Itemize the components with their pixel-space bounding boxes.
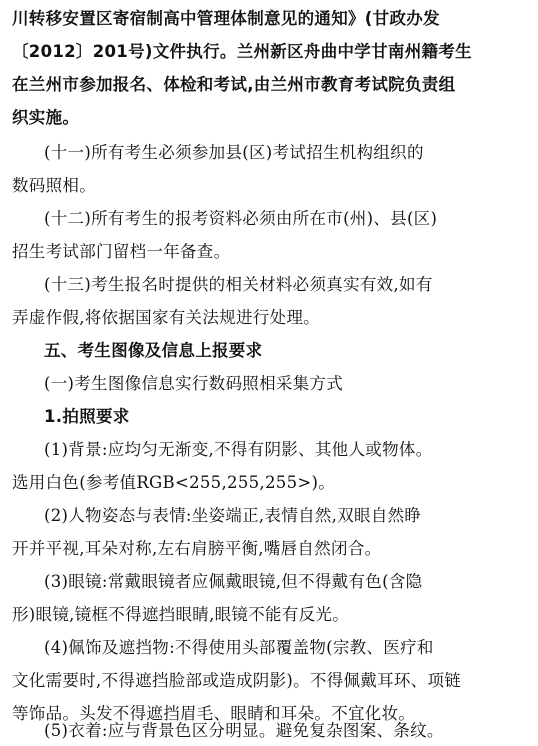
paragraph-line: 在兰州市参加报名、体检和考试,由兰州市教育考试院负责组 [12, 75, 456, 94]
clause-12-line: (十二)所有考生的报考资料必须由所在市(州)、县(区) [44, 209, 438, 228]
requirement-line: 形)眼镜,镜框不得遮挡眼睛,眼镜不能有反光。 [12, 605, 350, 624]
paragraph-line: 织实施。 [12, 108, 80, 127]
section-heading: 五、考生图像及信息上报要求 [44, 341, 263, 360]
clause-12-line: 招生考试部门留档一年备查。 [12, 242, 231, 261]
requirement-line: (1)背景:应均匀无渐变,不得有阴影、其他人或物体。 [44, 440, 433, 459]
clause-11-line: (十一)所有考生必须参加县(区)考试招生机构组织的 [44, 143, 424, 162]
paragraph-line: 川转移安置区寄宿制高中管理体制意见的通知》(甘政办发 [12, 9, 440, 28]
requirement-line: 等饰品。头发不得遮挡眉毛、眼睛和耳朵。不宜化妆。 [12, 704, 416, 723]
requirement-line: (2)人物姿态与表情:坐姿端正,表情自然,双眼自然睁 [44, 506, 422, 525]
clause-11-line: 数码照相。 [12, 176, 96, 195]
requirement-line: 文化需要时,不得遮挡脸部或造成阴影)。不得佩戴耳环、项链 [12, 671, 462, 690]
requirement-line: (5)衣着:应与背景色区分明显。避免复杂图案、条纹。 [44, 721, 444, 740]
requirement-line: (4)佩饰及遮挡物:不得使用头部覆盖物(宗教、医疗和 [44, 638, 434, 657]
requirement-line: 选用白色(参考值RGB<255,255,255>)。 [12, 473, 336, 492]
paragraph-line: 〔2012〕201号)文件执行。兰州新区舟曲中学甘南州籍考生 [12, 42, 472, 61]
clause-13-line: 弄虚作假,将依据国家有关法规进行处理。 [12, 308, 320, 327]
requirement-line: 开并平视,耳朵对称,左右肩膀平衡,嘴唇自然闭合。 [12, 539, 382, 558]
item-heading: 1.拍照要求 [44, 407, 130, 426]
clause-13-line: (十三)考生报名时提供的相关材料必须真实有效,如有 [44, 275, 433, 294]
requirement-line: (3)眼镜:常戴眼镜者应佩戴眼镜,但不得戴有色(含隐 [44, 572, 423, 591]
subsection-heading: (一)考生图像信息实行数码照相采集方式 [44, 374, 344, 393]
